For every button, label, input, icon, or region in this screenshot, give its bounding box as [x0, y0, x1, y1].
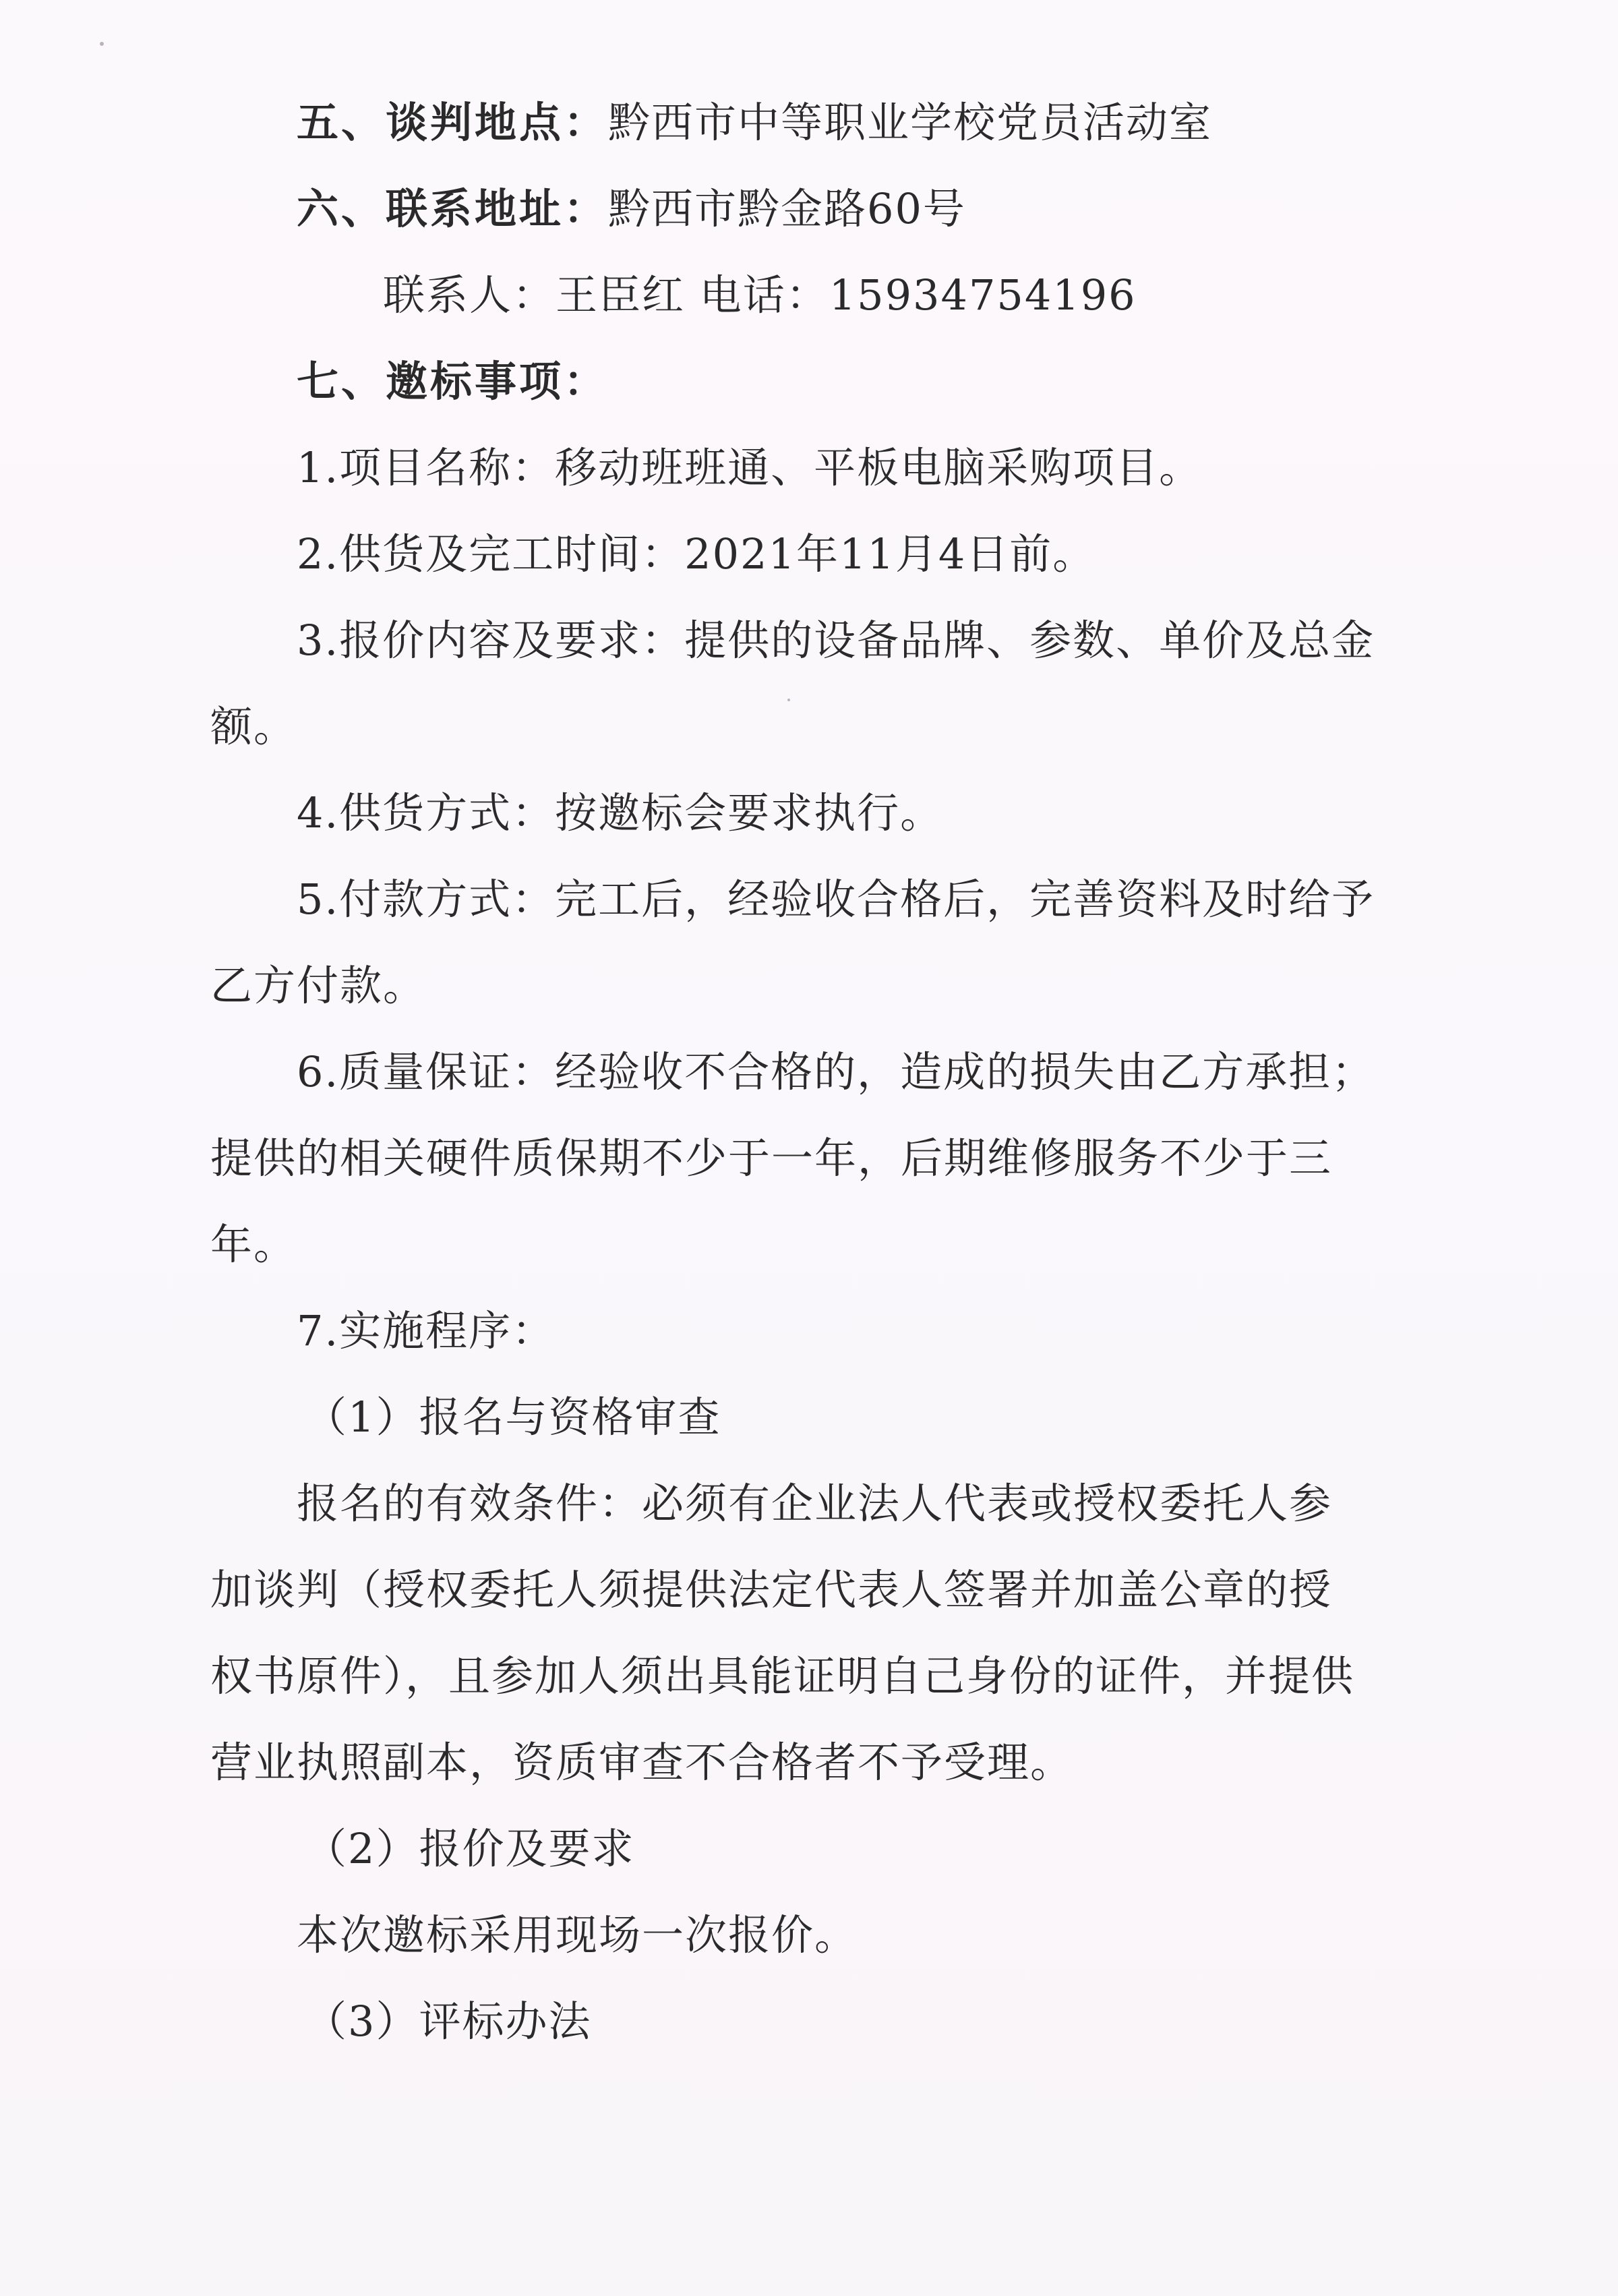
contact-line: 联系人：王臣红 电话：15934754196: [383, 270, 1137, 320]
scan-speck: [787, 699, 790, 701]
section-6-heading: 六、联系地址：: [297, 184, 609, 233]
item-7: 7.实施程序：: [297, 1306, 556, 1355]
section-7-heading: [297, 355, 608, 409]
item-3-line-1: 3.报价内容及要求：提供的设备品牌、参数、单价及总金: [297, 616, 1375, 665]
item-6-line-2: 提供的相关硬件质保期不少于一年，后期维修服务不少于三: [210, 1134, 1333, 1183]
item-6-line-1: 6.质量保证：经验收不合格的，造成的损失由乙方承担；: [297, 1047, 1375, 1096]
item-5-line-2: 乙方付款。: [210, 961, 427, 1010]
sub-3-heading: （3）评标办法: [305, 1997, 592, 2046]
sub-2-heading: （2）报价及要求: [305, 1824, 635, 1873]
sub-1-line-4: 营业执照副本，资质审查不合格者不予受理。: [210, 1738, 1074, 1787]
scan-speck: [100, 42, 104, 46]
section-6-line: [297, 182, 966, 236]
item-1: 1.项目名称：移动班班通、平板电脑采购项目。: [297, 443, 1203, 492]
sub-1-line-2: 加谈判（授权委托人须提供法定代表人签署并加盖公章的授: [210, 1565, 1333, 1614]
section-6-text: 黔西市黔金路60号: [608, 184, 966, 233]
section-5-text: 黔西市中等职业学校党员活动室: [608, 98, 1213, 147]
sub-1-line-3: 权书原件），且参加人须出具能证明自己身份的证件，并提供: [210, 1651, 1355, 1701]
section-5-heading: 五、谈判地点：: [297, 98, 609, 147]
item-3-line-2: 额。: [210, 702, 297, 751]
item-4: 4.供货方式：按邀标会要求执行。: [297, 788, 944, 837]
item-6-line-3: 年。: [210, 1220, 297, 1269]
sub-2-line-1: 本次邀标采用现场一次报价。: [297, 1910, 858, 1960]
item-2: 2.供货及完工时间：2021年11月4日前。: [297, 529, 1096, 579]
item-5-line-1: 5.付款方式：完工后，经验收合格后，完善资料及时给予: [297, 875, 1375, 924]
sub-1-line-1: 报名的有效条件：必须有企业法人代表或授权委托人参: [297, 1479, 1333, 1528]
section-7-heading-text: 七、邀标事项：: [297, 357, 609, 406]
sub-1-heading: （1）报名与资格审查: [305, 1392, 721, 1442]
section-5-line: [297, 96, 1212, 150]
